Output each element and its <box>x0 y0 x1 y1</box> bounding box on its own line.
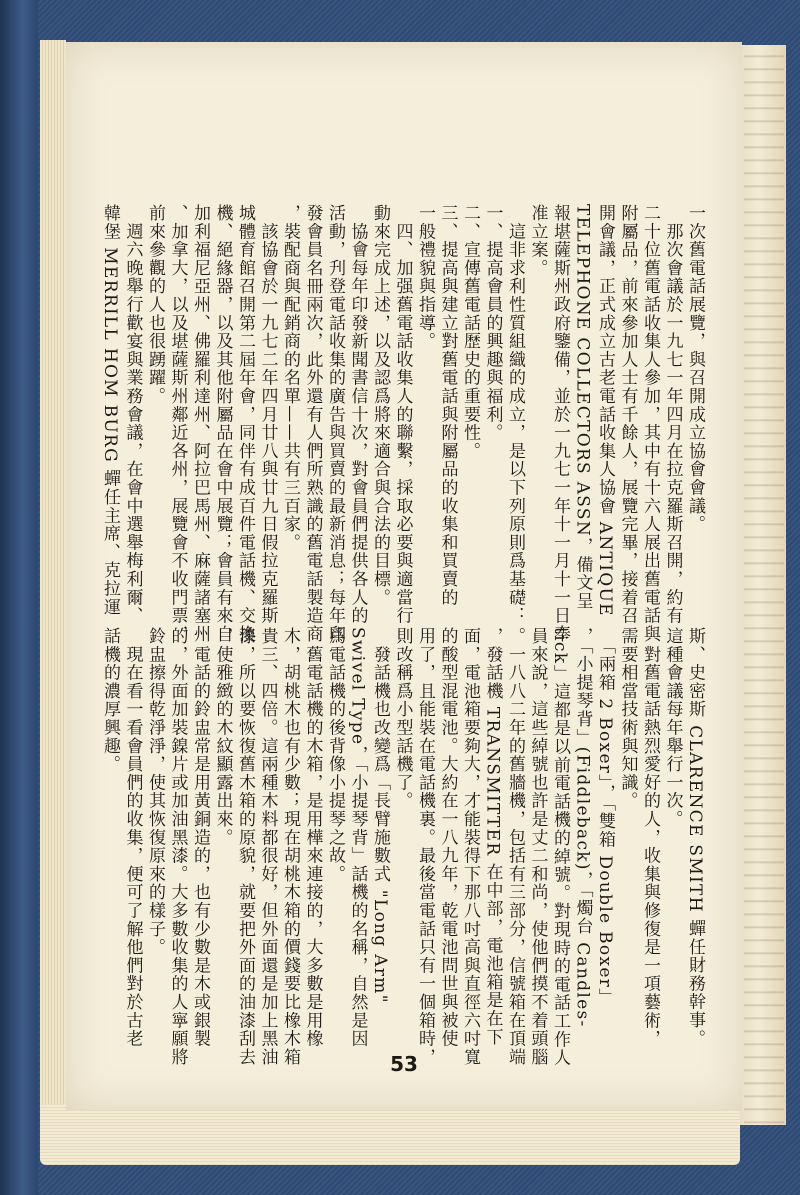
book-binding <box>0 0 38 1195</box>
page-stack-edge-left <box>40 40 66 1115</box>
page-number: 53 <box>390 1052 418 1076</box>
page-stack-edge-bottom <box>40 1105 740 1165</box>
upper-text-columns: 一次舊電話展覽，與召開成立協會會議。 那次會議於一九七一年四月在拉克羅斯召開，約有 二十位舊電話收集人參加，其中有十六人展出舊電話與 附屬品，前來參加人士有千餘人，展覽完畢，接着召 開會議，正式成立古老電話收集人協會 ANTIQUE TELEPHONE COLLECTORS ASSN，備文呈 報堪薩斯州政府鑒備，並於一九七一年十一月十一日奉 准立案。 這非求利性質組織的成立，是以下列原則爲基礎： 一、提高會員的興趣與福利。 二、宣傳舊電話歷史的重要性。 三、提高與建立對舊電話與附屬品的收集和買賣的 一般禮貌與指導。 四、加强舊電話收集人的聯繫，採取必要與適當行 動來完成上述，以及認爲將來適合與合法的目標。 協會每年印發新聞書信十次，對會員們提供各人的 活動，刋登電話收集的廣告與買賣的最新消息；每年印 發會員名冊兩次，此外還有人們所熟識的舊電話製造商 ，裝配商與配銷商的名單——共有三百家。 該協會於一九七二年四月廿八與廿九日假拉克羅斯 城體育館召開第二屆年會，同伴有成百件電話機、交換 機、絕緣器，以及其他附屬品在會中展覽；會員有來自 加利福尼亞州、佛羅利達州、阿拉巴馬州、麻薩諸塞州 、加拿大，以及堪薩斯州鄰近各州，展覽會不收門票， 前來參觀的人也很踴躍。 週六晚舉行歡宴與業務會議，在會中選舉梅利爾、 韓堡 MERRILL HOM BURG 蟬任主席、克拉運 <box>100 204 705 644</box>
lower-text-columns: 斯、史密斯 CLARENCE SMITH 蟬任財務幹事。 這種會議每年舉行一次。 對舊電話熱烈愛好的人，收集與修復是一項藝術， 需要相當技術與知識。 「兩箱 2 Boxer」，「雙箱 Double Boxer」 ，「小提琴背」(Fiddleback)，「燭台 Candles- tick」這都是以前電話機的綽號。對現時的電話工作人 員來說，這些綽號也許是丈二和尚，使他們摸不着頭腦 。一八八二年的舊牆機，包括有三部分，信號箱在頂端 ，發話機 TRANSMITTER 在中部，電池箱是在下 面，電池箱要夠大，才能裝得下那八吋高與直徑六吋寬 的酸型混電池。大約在一八九年，乾電池問世與被使 用了，且能裝在電話機裏。最後當電話只有一個箱時， 則改稱爲小型話機了。 發話機也改變爲「長臂施數式 "Long Arm" Swivel Type，「小提琴背」話機的名稱，自然是因 爲電話機的後背像小提琴之故。 舊電話機的木箱，是用樺來連接的，大多數是用橡 木，胡桃木也有少數；現在胡桃木箱的價錢要比橡木箱 貴三、四倍。這兩種木料都很好，但外面還是加上黑油 漆，所以要恢復舊木箱的原貌，就要把外面的油漆刮去 ，使雅緻的木紋顯露出來。 電話的鈴盅常是用黃銅造的，也有少數是木或銀製 的，外面加裝鎳片或加油黑漆。大多數收集的人寧願將 鈴盅擦得乾淨淨，使其恢復原來的樣子。 現在看一看會員們的收集，便可了解他們對於古老 話機的濃厚興趣。 <box>100 627 705 1067</box>
book-page <box>66 42 742 1110</box>
adjacent-page-edge <box>740 45 786 1125</box>
adjacent-page-bleed <box>744 45 784 1125</box>
